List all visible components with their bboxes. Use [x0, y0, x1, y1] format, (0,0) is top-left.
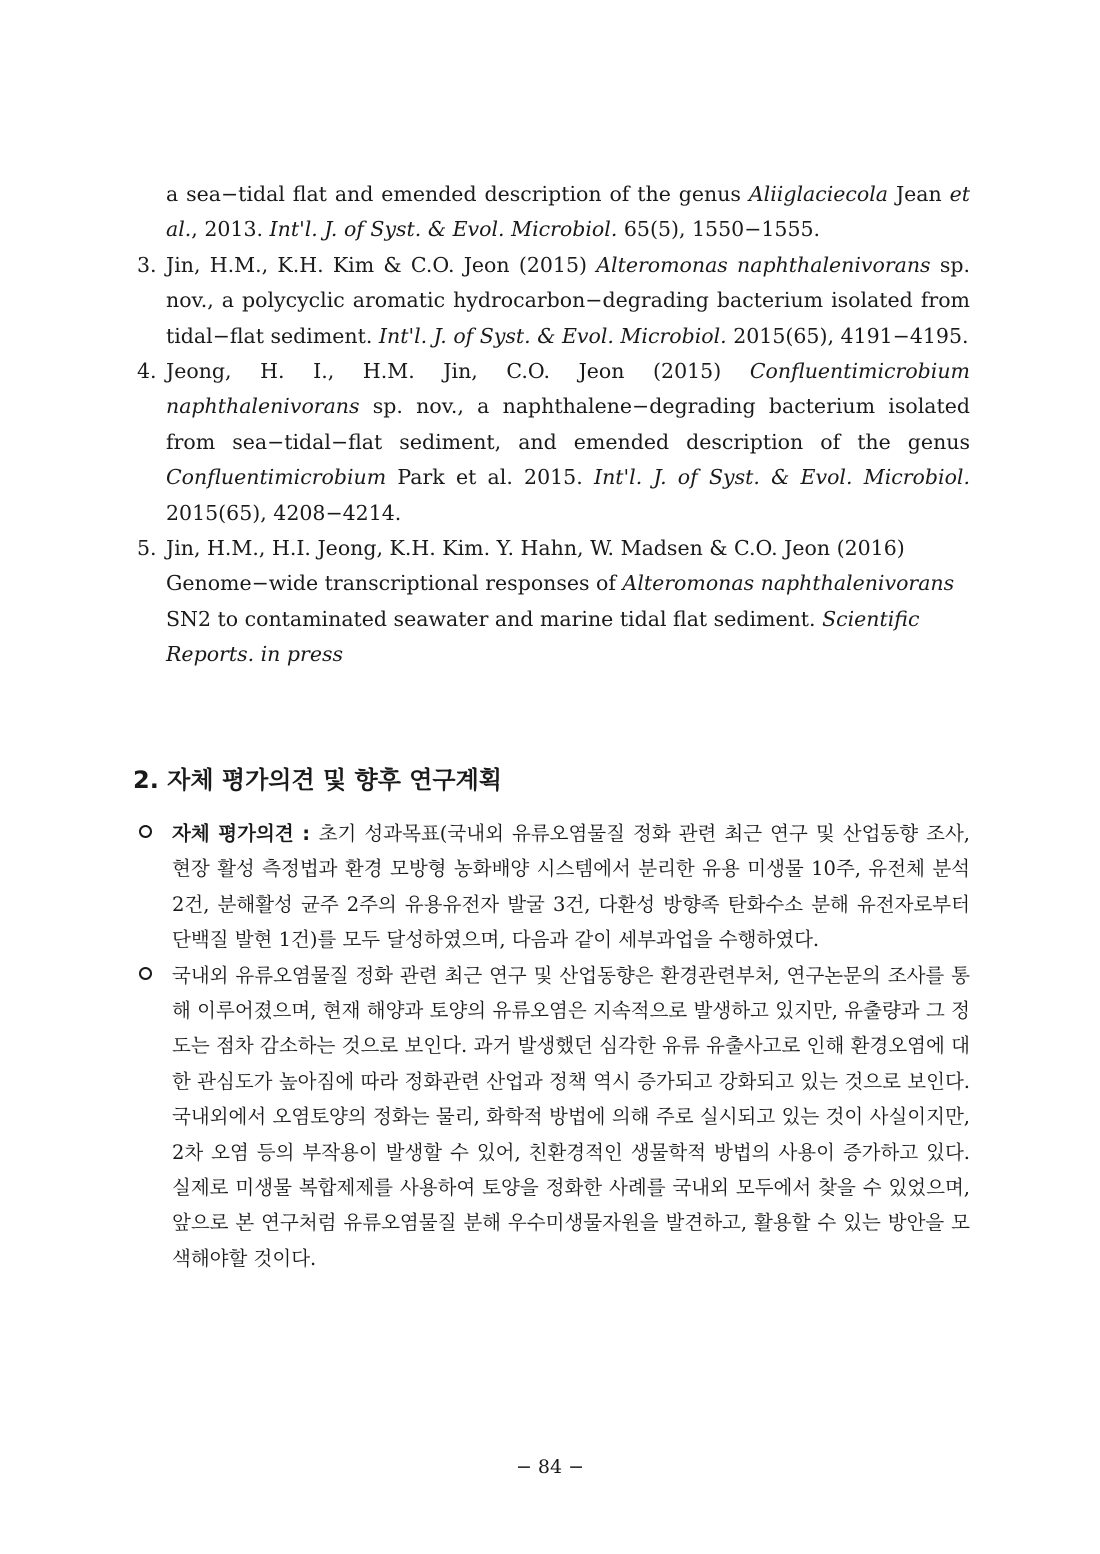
- paragraph-text: [172, 958, 970, 1277]
- paragraph-body: 초기 성과목표(국내외 유류오염물질 정화 관련 최근 연구 및 산업동향 조사, 현장 활성 측정법과 환경 모방형 농화배양 시스템에서 분리한 유용 미생물 10주, 유전체 분석 2건, 분해활성 균주 2주의 유용유전자 발굴 3건, 다환성 방향족 탄화수소 분해 유전자로부터 단백질 발현 1건)를 모두 달성하였으며, 다음과 같이 세부과업을 수행하였다.: [172, 822, 971, 952]
- reference-segment: 65(5), 1550−1555.: [617, 217, 821, 242]
- reference-segment: Jean: [888, 182, 950, 206]
- reference-segment: Jeong, H. I., H.M. Jin, C.O. Jeon (2015): [166, 359, 750, 384]
- reference-text: [166, 354, 970, 531]
- reference-segment: 2015(65), 4208−4214.: [166, 500, 402, 525]
- section-heading: 2. 자체 평가의견 및 향후 연구계획: [133, 766, 502, 794]
- reference-text: [166, 531, 970, 673]
- paragraph-text: [172, 816, 970, 958]
- reference-segment-italic: Scientific Reports. in press: [166, 606, 920, 667]
- reference-segment-italic: Confluentimicrobium: [166, 465, 387, 490]
- reference-number: 4.: [137, 359, 157, 384]
- reference-segment: sp. nov., a naphthalene−degrading bacterium isolated from sea−tidal−flat sediment, and emended description of the genus: [166, 394, 970, 454]
- page-number: − 84 −: [515, 1456, 585, 1478]
- reference-segment-italic: Int'l. J. of Syst. & Evol. Microbiol.: [593, 465, 970, 490]
- reference-segment-italic: Aliiglaciecola: [748, 182, 889, 206]
- bullet-paragraph: [137, 958, 970, 1277]
- reference-segment: sp. nov., a polycyclic aromatic hydrocarbon−degrading bacterium isolated from tidal−flat sediment.: [166, 252, 970, 348]
- reference-text: [166, 177, 970, 248]
- reference-list: [137, 177, 970, 673]
- bullet-paragraph: [137, 816, 970, 958]
- reference-segment: Jin, H.M., H.I. Jeong, K.H. Kim. Y. Hahn, W. Madsen & C.O. Jeon (2016) Genome−wide transcriptional responses of: [166, 536, 905, 596]
- paragraph-lead: 자체 평가의견 :: [172, 822, 319, 845]
- reference-number: 5.: [137, 536, 157, 561]
- reference-segment-italic: Alteromonas naphthalenivorans: [622, 571, 955, 596]
- reference-item: [137, 354, 970, 531]
- reference-item-continued: [137, 177, 970, 248]
- paragraph-body: 국내외 유류오염물질 정화 관련 최근 연구 및 산업동향은 환경관련부처, 연구논문의 조사를 통해 이루어졌으며, 현재 해양과 토양의 유류오염은 지속적으로 발생하고 있지만, 유출량과 그 정도는 점차 감소하는 것으로 보인다. 과거 발생했던 심각한 유류 유출사고로 인해 환경오염에 대한 관심도가 높아짐에 따라 정화관련 산업과 정책 역시 증가되고 강화되고 있는 것으로 보인다. 국내외에서 오염토양의 정화는 물리, 화학적 방법에 의해 주로 실시되고 있는 것이 사실이지만, 2차 오염 등의 부작용이 발생할 수 있어, 친환경적인 생물학적 방법의 사용이 증가하고 있다. 실제로 미생물 복합제제를 사용하여 토양을 정화한 사례를 국내외 모두에서 찾을 수 있었으며, 앞으로 본 연구처럼 유류오염물질 분해 우수미생물자원을 발견하고, 활용할 수 있는 방안을 모색해야할 것이다.: [172, 963, 970, 1270]
- reference-segment: Jin, H.M., K.H. Kim & C.O. Jeon (2015): [166, 252, 597, 277]
- reference-segment-italic: Int'l. J. of Syst. & Evol. Microbiol.: [378, 323, 727, 348]
- reference-segment-italic: Alteromonas naphthalenivorans: [596, 252, 931, 277]
- reference-number: 3.: [137, 252, 157, 277]
- reference-item: [137, 531, 970, 673]
- evaluation-paragraphs: [137, 816, 970, 1276]
- reference-segment: 2015(65), 4191−4195.: [726, 323, 969, 348]
- reference-segment-italic: Int'l. J. of Syst. & Evol. Microbiol.: [269, 217, 618, 242]
- reference-segment-italic: et al.: [166, 182, 970, 242]
- reference-segment: SN2 to contaminated seawater and marine tidal flat sediment.: [166, 606, 823, 631]
- reference-segment: , 2013.: [191, 217, 270, 242]
- reference-segment: Park et al. 2015.: [386, 465, 594, 490]
- reference-item: [137, 248, 970, 354]
- reference-segment-italic: Confluentimicrobium naphthalenivorans: [166, 359, 970, 419]
- circle-bullet-icon: [139, 825, 152, 838]
- reference-text: [166, 248, 970, 354]
- circle-bullet-icon: [139, 967, 152, 980]
- reference-segment: a sea−tidal flat and emended description of the genus: [166, 182, 749, 206]
